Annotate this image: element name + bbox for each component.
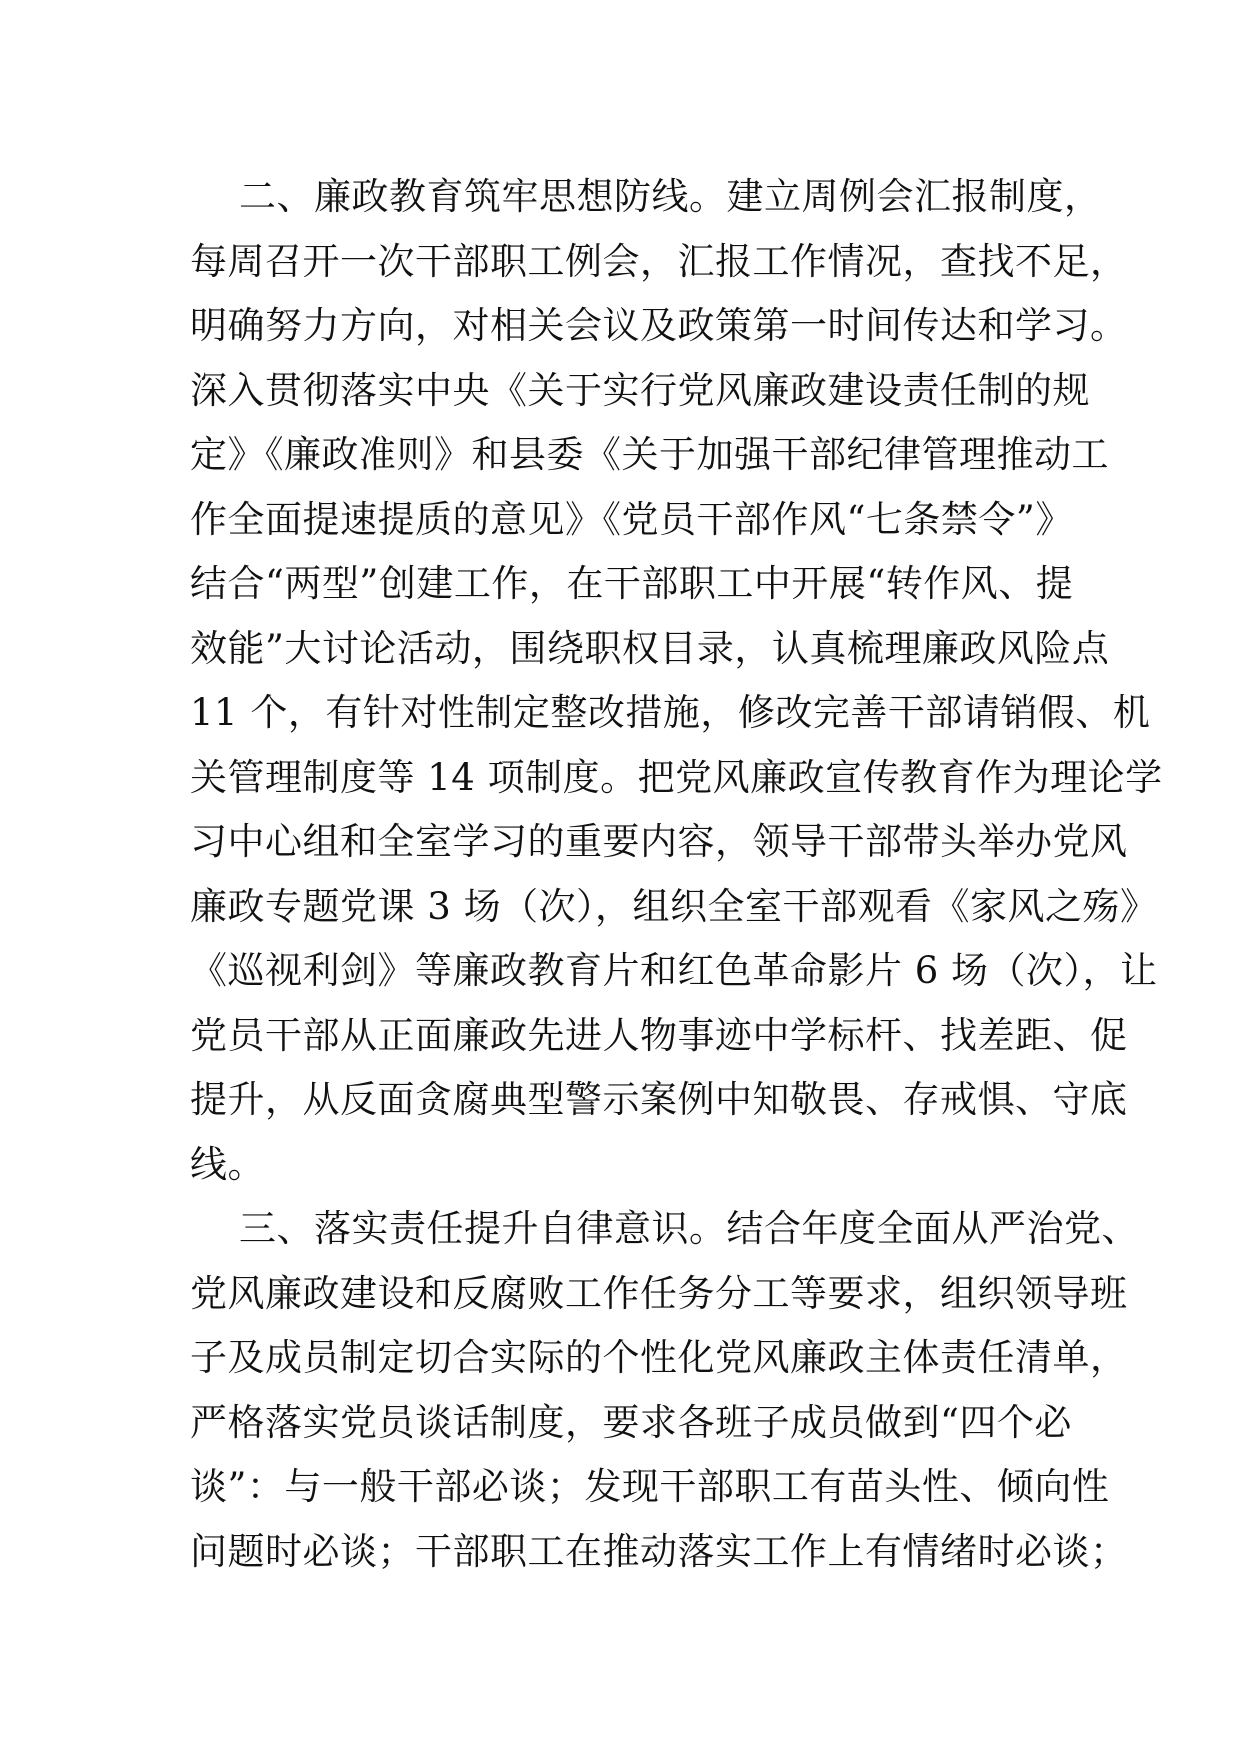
text-line: 11 个，有针对性制定整改措施，修改完善干部请销假、机 <box>190 691 1151 734</box>
text-line: 作全面提速提质的意见》《党员干部作风“七条禁令”》 <box>190 497 1073 541</box>
text-line: 问题时必谈；干部职工在推动落实工作上有情绪时必谈； <box>190 1529 1128 1573</box>
text-line: 效能”大讨论活动，围绕职权目录，认真梳理廉政风险点 <box>190 626 1110 670</box>
text-line: 习中心组和全室学习的重要内容，领导干部带头举办党风 <box>190 820 1128 863</box>
text-line: 三、落实责任提升自律意识。结合年度全面从严治党、 <box>190 1207 1140 1250</box>
text-line: 廉政专题党课 3 场（次），组织全室干部观看《家风之殇》 <box>190 884 1158 928</box>
text-line: 严格落实党员谈话制度，要求各班子成员做到“四个必 <box>190 1400 1072 1444</box>
text-line: 结合“两型”创建工作，在干部职工中开展“转作风、提 <box>190 562 1074 605</box>
text-line: 每周召开一次干部职工例会，汇报工作情况，查找不足， <box>190 239 1128 283</box>
text-line: 明确努力方向，对相关会议及政策第一时间传达和学习。 <box>190 304 1128 347</box>
text-line: 定》《廉政准则》和县委《关于加强干部纪律管理推动工 <box>190 433 1109 476</box>
body-text <box>190 165 1163 1584</box>
text-line: 谈”：与一般干部必谈；发现干部职工有苗头性、倾向性 <box>190 1465 1110 1508</box>
text-line: 党风廉政建设和反腐败工作任务分工等要求，组织领导班 <box>190 1271 1128 1315</box>
text-line: 《巡视利剑》等廉政教育片和红色革命影片 6 场（次），让 <box>190 949 1158 992</box>
text-line: 提升，从反面贪腐典型警示案例中知敬畏、存戒惧、守底 <box>190 1078 1128 1121</box>
text-line: 二、廉政教育筑牢思想防线。建立周例会汇报制度， <box>190 175 1102 218</box>
text-line: 深入贯彻落实中央《关于实行党风廉政建设责任制的规 <box>190 368 1090 412</box>
text-line: 党员干部从正面廉政先进人物事迹中学标杆、找差距、促 <box>190 1013 1128 1057</box>
text-line: 子及成员制定切合实际的个性化党风廉政主体责任清单， <box>190 1336 1128 1379</box>
text-line: 关管理制度等 14 项制度。把党风廉政宣传教育作为理论学 <box>190 755 1163 799</box>
text-line: 线。 <box>190 1142 265 1186</box>
